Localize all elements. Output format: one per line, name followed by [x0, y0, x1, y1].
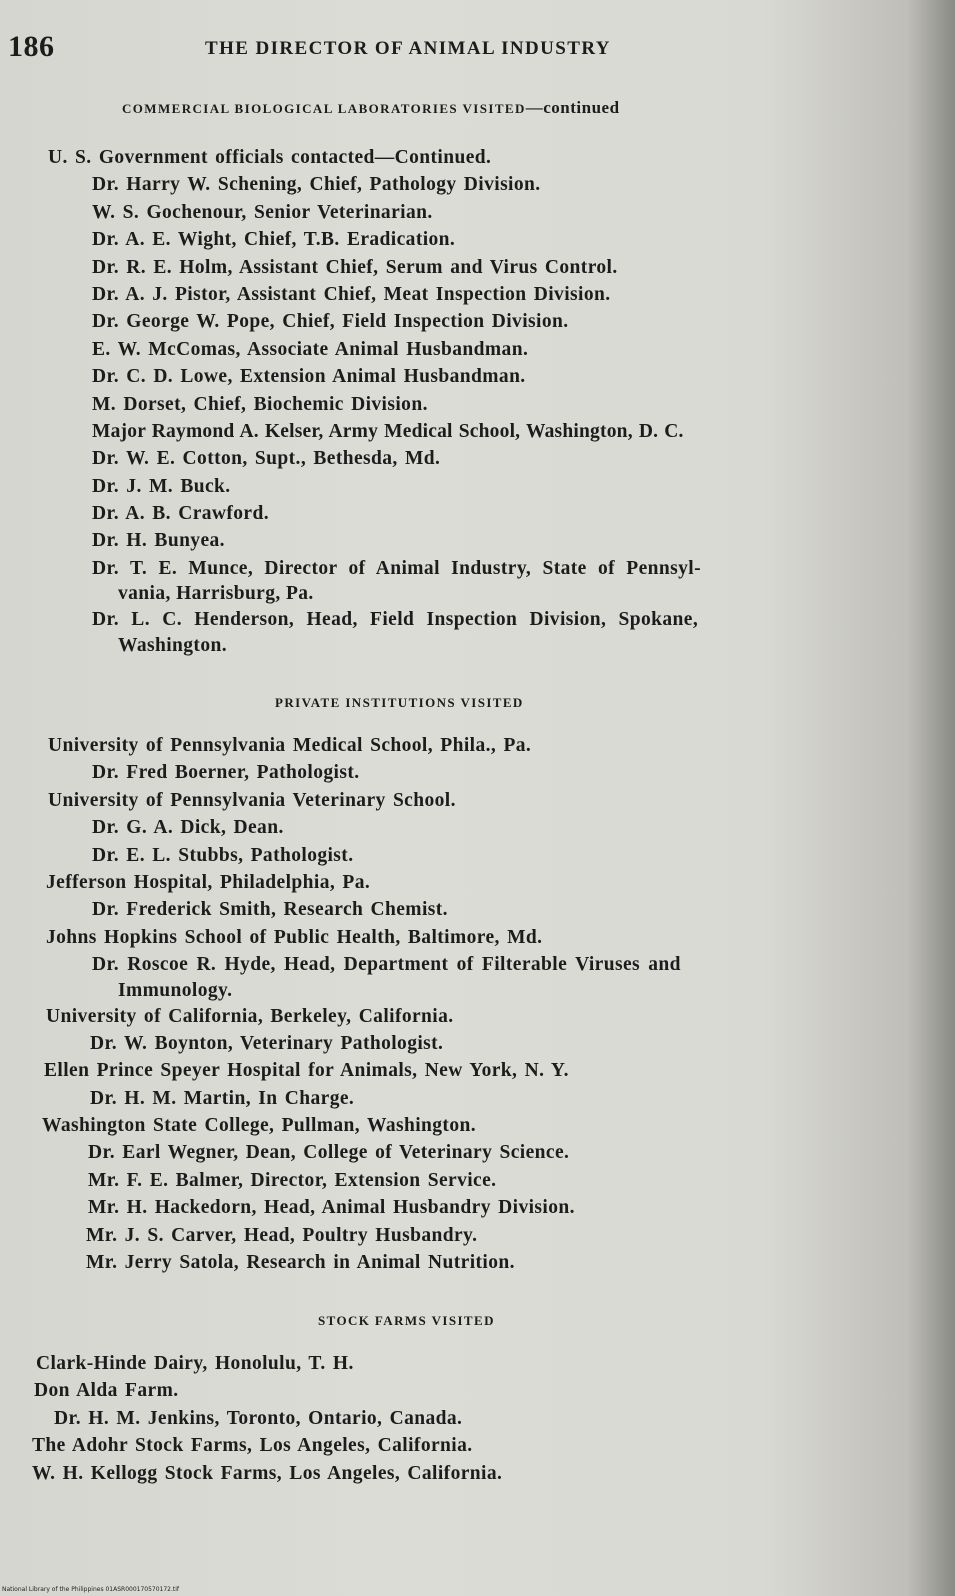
section-heading-commercial [122, 98, 620, 118]
list-item-continuation: Immunology. [118, 979, 233, 1001]
list-item: Dr. C. D. Lowe, Extension Animal Husbandman. [92, 366, 526, 388]
list-item: The Adohr Stock Farms, Los Angeles, California. [32, 1435, 473, 1457]
section-heading-commercial-tail: —continued [525, 98, 620, 117]
list-item: Mr. F. E. Balmer, Director, Extension Service. [88, 1169, 497, 1191]
list-item-continuation: vania, Harrisburg, Pa. [118, 583, 314, 605]
list-item: E. W. McComas, Associate Animal Husbandman. [92, 338, 529, 360]
list-item: Dr. George W. Pope, Chief, Field Inspection Division. [92, 311, 569, 333]
list-item: Dr. W. E. Cotton, Supt., Bethesda, Md. [92, 448, 441, 470]
list-item: University of Pennsylvania Veterinary School. [48, 789, 456, 811]
page-number: 186 [8, 30, 55, 63]
section-heading-stock: STOCK FARMS VISITED [318, 1313, 495, 1328]
list-item: Johns Hopkins School of Public Health, Baltimore, Md. [46, 926, 543, 948]
list-item: M. Dorset, Chief, Biochemic Division. [92, 393, 428, 415]
list-item: Ellen Prince Speyer Hospital for Animals, New York, N. Y. [44, 1060, 569, 1082]
list-item: Dr. A. J. Pistor, Assistant Chief, Meat Inspection Division. [92, 283, 611, 305]
running-head: THE DIRECTOR OF ANIMAL INDUSTRY [205, 38, 611, 59]
list-item: Dr. A. E. Wight, Chief, T.B. Eradication. [92, 229, 456, 251]
section-heading-private: PRIVATE INSTITUTIONS VISITED [275, 695, 524, 710]
stock-list [0, 1350, 955, 1487]
list-item: Dr. H. M. Martin, In Charge. [90, 1087, 355, 1109]
list-item: Dr. J. M. Buck. [92, 475, 231, 497]
list-item: U. S. Government officials contacted—Continued. [48, 147, 492, 168]
list-item: Dr. A. B. Crawford. [92, 503, 269, 525]
list-item: W. H. Kellogg Stock Farms, Los Angeles, California. [32, 1462, 503, 1484]
list-item: Clark-Hinde Dairy, Honolulu, T. H. [36, 1353, 354, 1374]
list-item: University of Pennsylvania Medical School, Phila., Pa. [48, 735, 532, 756]
commercial-list [0, 144, 955, 658]
scan-footer: National Library of the Philippines 01ASR000170570172.tif [2, 1586, 180, 1593]
list-item: Dr. H. Bunyea. [92, 530, 225, 552]
list-item-continuation: Washington. [118, 634, 227, 656]
list-item: Washington State College, Pullman, Washington. [42, 1115, 476, 1137]
list-item: Dr. W. Boynton, Veterinary Pathologist. [90, 1032, 444, 1054]
list-item: Dr. R. E. Holm, Assistant Chief, Serum and Virus Control. [92, 256, 618, 278]
list-item: W. S. Gochenour, Senior Veterinarian. [92, 201, 433, 223]
list-item: Dr. T. E. Munce, Director of Animal Industry, State of Pennsyl- [92, 557, 701, 579]
list-item: Jefferson Hospital, Philadelphia, Pa. [46, 871, 371, 893]
list-item: Dr. Harry W. Schening, Chief, Pathology Division. [92, 174, 541, 196]
list-item: Dr. Fred Boerner, Pathologist. [92, 762, 360, 784]
list-item: Mr. Jerry Satola, Research in Animal Nutrition. [86, 1252, 515, 1274]
list-item: Major Raymond A. Kelser, Army Medical School, Washington, D. C. [92, 420, 684, 442]
list-item: University of California, Berkeley, California. [46, 1005, 454, 1027]
list-item: Dr. Roscoe R. Hyde, Head, Department of Filterable Viruses and [92, 954, 681, 976]
list-item: Dr. Earl Wegner, Dean, College of Veterinary Science. [88, 1142, 570, 1164]
list-item: Dr. L. C. Henderson, Head, Field Inspection Division, Spokane, [92, 609, 699, 631]
list-item: Dr. E. L. Stubbs, Pathologist. [92, 844, 354, 866]
section-heading-commercial-text: COMMERCIAL BIOLOGICAL LABORATORIES VISITED [122, 101, 526, 116]
private-list [0, 732, 955, 1276]
list-item: Dr. Frederick Smith, Research Chemist. [92, 899, 448, 921]
list-item: Mr. J. S. Carver, Head, Poultry Husbandry. [86, 1224, 478, 1246]
list-item: Don Alda Farm. [34, 1380, 179, 1402]
list-item: Dr. G. A. Dick, Dean. [92, 817, 284, 839]
list-item: Dr. H. M. Jenkins, Toronto, Ontario, Canada. [54, 1407, 463, 1429]
list-item: Mr. H. Hackedorn, Head, Animal Husbandry Division. [88, 1197, 575, 1219]
